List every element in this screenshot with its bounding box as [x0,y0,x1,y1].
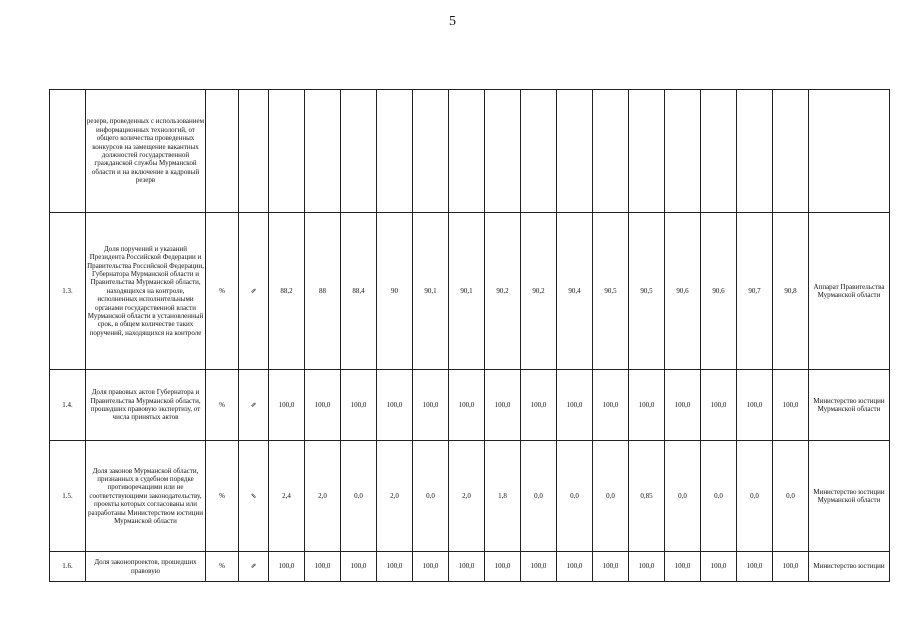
year-value-cell: 100,0 [665,552,701,582]
row-number-cell: 1.3. [50,213,86,370]
responsible-organization-cell: Министерство юстиции Мурманской области [809,370,890,441]
unit-cell: % [206,213,239,370]
year-value-cell [305,90,341,213]
trend-direction-icon: ⇗ [239,370,269,441]
year-value-cell: 100,0 [557,370,593,441]
indicator-description-cell: Доля законопроектов, прошедших правовую [86,552,206,582]
indicators-table [49,89,890,582]
row-number-cell: 1.5. [50,441,86,552]
row-number-cell [50,90,86,213]
indicator-description-cell: Доля правовых актов Губернатора и Правительства Мурманской области, прошедших правовую экспертизу, от числа принятых актов [86,370,206,441]
year-value-cell: 100,0 [449,552,485,582]
table-row [50,90,890,213]
year-value-cell: 100,0 [413,552,449,582]
year-value-cell [377,90,413,213]
year-value-cell: 100,0 [269,552,305,582]
row-number-cell: 1.4. [50,370,86,441]
year-value-cell: 0,0 [737,441,773,552]
indicator-description-cell: Доля поручений и указаний Президента Российской Федерации и Правительства Российской Федерации, Губернатора Мурманской области и Правительства Мурманской области, находящихся на контроле, исполненных исполнительными органами государственной власти Мурманской области в установленный срок, в общем количестве таких поручений, находящихся на контроле [86,213,206,370]
year-value-cell: 90,1 [449,213,485,370]
year-value-cell: 100,0 [737,370,773,441]
year-value-cell: 100,0 [305,370,341,441]
unit-cell: % [206,441,239,552]
year-value-cell: 90,8 [773,213,809,370]
year-value-cell: 100,0 [773,370,809,441]
unit-cell [206,90,239,213]
year-value-cell: 0,0 [413,441,449,552]
year-value-cell: 0,0 [341,441,377,552]
year-value-cell: 100,0 [701,552,737,582]
year-value-cell: 88,2 [269,213,305,370]
year-value-cell: 0,0 [665,441,701,552]
year-value-cell: 2,0 [377,441,413,552]
indicator-description-cell: Доля законов Мурманской области, признанных в судебном порядке противоречащими или не соответствующими законодательству, проекты которых согласованы или разработаны Министерством юстиции Мурманской области [86,441,206,552]
year-value-cell: 100,0 [593,370,629,441]
year-value-cell: 88 [305,213,341,370]
year-value-cell: 100,0 [521,552,557,582]
year-value-cell [737,90,773,213]
year-value-cell: 100,0 [413,370,449,441]
responsible-organization-cell: Аппарат Правительства Мурманской области [809,213,890,370]
year-value-cell: 0,0 [593,441,629,552]
year-value-cell: 0,85 [629,441,665,552]
unit-cell: % [206,552,239,582]
table-row [50,552,890,582]
year-value-cell [449,90,485,213]
table-row [50,441,890,552]
indicator-description-cell: резерв, проведенных с использованием информационных технологий, от общего количества проведенных конкурсов на замещение вакантных должностей государственной гражданской службы Мурманской области и на включение в кадровый резерв [86,90,206,213]
year-value-cell: 100,0 [773,552,809,582]
trend-direction-icon: ⇗ [239,213,269,370]
year-value-cell: 1,8 [485,441,521,552]
year-value-cell: 0,0 [701,441,737,552]
year-value-cell [269,90,305,213]
year-value-cell: 90,6 [665,213,701,370]
year-value-cell: 100,0 [377,370,413,441]
year-value-cell: 100,0 [341,370,377,441]
year-value-cell [773,90,809,213]
year-value-cell: 100,0 [665,370,701,441]
trend-direction-icon [239,90,269,213]
year-value-cell: 100,0 [485,370,521,441]
year-value-cell [629,90,665,213]
table-row [50,370,890,441]
table-body [50,90,890,582]
year-value-cell: 100,0 [629,552,665,582]
year-value-cell: 90,7 [737,213,773,370]
year-value-cell [341,90,377,213]
row-number-cell: 1.6. [50,552,86,582]
responsible-organization-cell [809,90,890,213]
year-value-cell: 100,0 [557,552,593,582]
year-value-cell: 90,4 [557,213,593,370]
year-value-cell: 2,4 [269,441,305,552]
year-value-cell: 90,6 [701,213,737,370]
year-value-cell: 0,0 [521,441,557,552]
year-value-cell: 100,0 [269,370,305,441]
year-value-cell [485,90,521,213]
year-value-cell: 90,5 [593,213,629,370]
trend-direction-icon: ⇗ [239,552,269,582]
year-value-cell: 100,0 [485,552,521,582]
responsible-organization-cell: Министерство юстиции Мурманской области [809,441,890,552]
year-value-cell: 90,1 [413,213,449,370]
table-row [50,213,890,370]
year-value-cell [665,90,701,213]
year-value-cell: 0,0 [557,441,593,552]
year-value-cell: 0,0 [773,441,809,552]
year-value-cell: 90,2 [485,213,521,370]
year-value-cell: 100,0 [341,552,377,582]
responsible-organization-cell: Министерство юстиции [809,552,890,582]
year-value-cell: 100,0 [701,370,737,441]
page-number: 5 [449,14,456,29]
trend-direction-icon: ⇘ [239,441,269,552]
year-value-cell [593,90,629,213]
year-value-cell: 100,0 [305,552,341,582]
year-value-cell: 90 [377,213,413,370]
year-value-cell: 100,0 [629,370,665,441]
year-value-cell: 100,0 [593,552,629,582]
year-value-cell [413,90,449,213]
year-value-cell [521,90,557,213]
year-value-cell: 100,0 [521,370,557,441]
year-value-cell: 100,0 [377,552,413,582]
year-value-cell: 90,5 [629,213,665,370]
year-value-cell: 100,0 [737,552,773,582]
year-value-cell [701,90,737,213]
year-value-cell [557,90,593,213]
year-value-cell: 90,2 [521,213,557,370]
year-value-cell: 2,0 [305,441,341,552]
year-value-cell: 100,0 [449,370,485,441]
year-value-cell: 2,0 [449,441,485,552]
unit-cell: % [206,370,239,441]
year-value-cell: 88,4 [341,213,377,370]
